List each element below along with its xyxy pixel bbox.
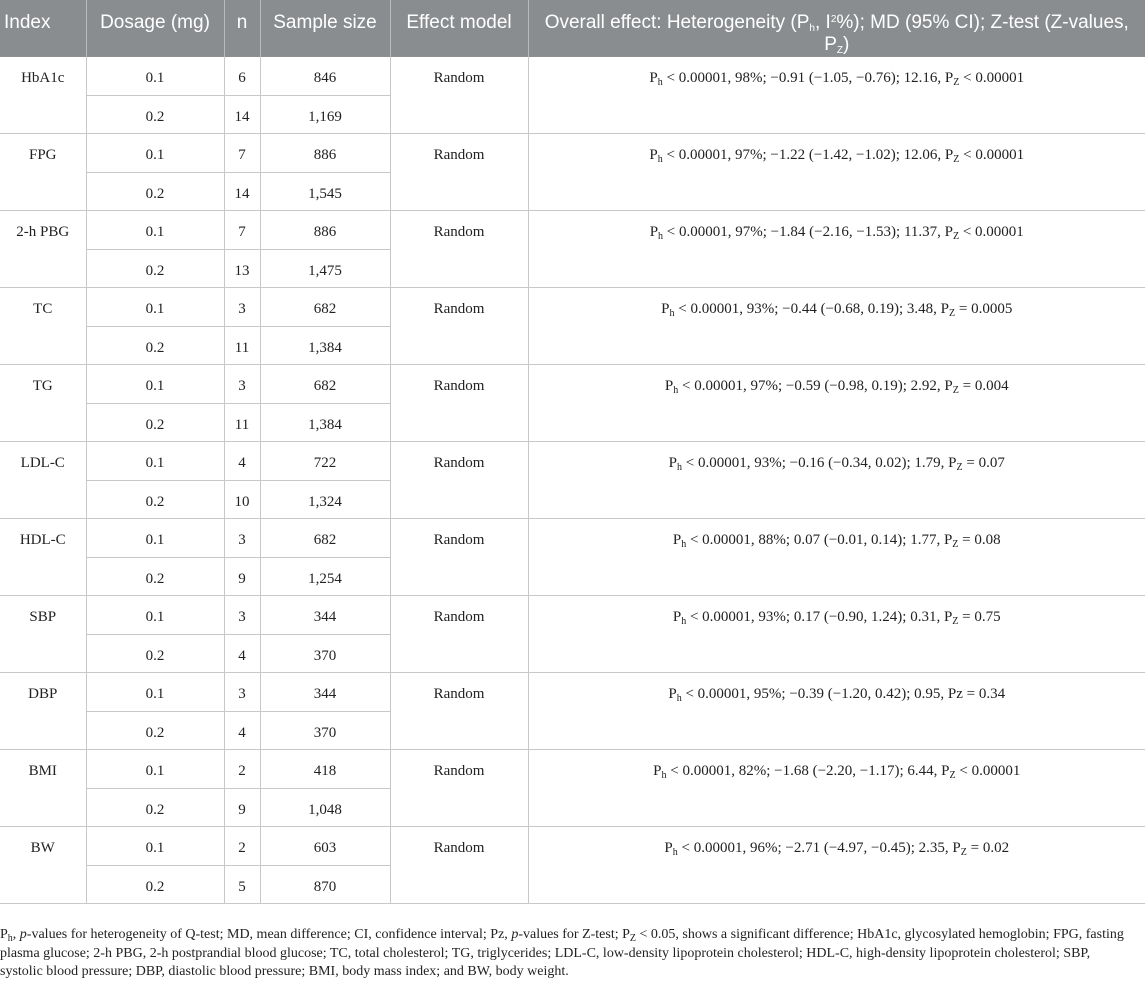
dosage-cell: 0.1 — [86, 827, 224, 866]
sample-size-cell: 886 — [260, 134, 390, 173]
overall-effect-cell: $P_h < 0.00001$, 95%; −0.39 (−1.20, 0.42); 0.95, Pz = 0.34 — [528, 673, 1145, 750]
effect-model-cell: Random — [390, 673, 528, 750]
overall-effect-cell: $P_h < 0.00001$, 93%; 0.17 (−0.90, 1.24); 0.31, $P_Z = 0.75$ — [528, 596, 1145, 673]
n-cell: 13 — [224, 249, 260, 288]
n-cell: 7 — [224, 134, 260, 173]
dosage-cell: 0.1 — [86, 134, 224, 173]
overall-effect-cell: $P_h < 0.00001$, 97%; −1.84 (−2.16, −1.53); 11.37, $P_Z < 0.00001$ — [528, 211, 1145, 288]
effect-model-cell: Random — [390, 519, 528, 596]
dosage-cell: 0.2 — [86, 557, 224, 596]
sample-size-cell: 870 — [260, 865, 390, 904]
table-row — [0, 673, 1145, 712]
table-row — [0, 442, 1145, 481]
table-row — [0, 596, 1145, 635]
effect-model-cell: Random — [390, 596, 528, 673]
dosage-cell: 0.2 — [86, 865, 224, 904]
dosage-cell: 0.2 — [86, 95, 224, 134]
n-cell: 4 — [224, 634, 260, 673]
sample-size-cell: 682 — [260, 365, 390, 404]
sample-size-cell: 1,475 — [260, 249, 390, 288]
effect-model-cell: Random — [390, 57, 528, 134]
effect-model-cell: Random — [390, 134, 528, 211]
table-row — [0, 211, 1145, 250]
index-cell: 2-h PBG — [0, 211, 86, 288]
n-cell: 5 — [224, 865, 260, 904]
sample-size-cell: 1,384 — [260, 403, 390, 442]
dosage-cell: 0.2 — [86, 788, 224, 827]
index-cell: SBP — [0, 596, 86, 673]
n-cell: 10 — [224, 480, 260, 519]
sample-size-cell: 682 — [260, 519, 390, 558]
dosage-cell: 0.1 — [86, 442, 224, 481]
n-cell: 4 — [224, 442, 260, 481]
n-cell: 7 — [224, 211, 260, 250]
dosage-cell: 0.1 — [86, 365, 224, 404]
header-row — [0, 0, 1145, 57]
table-row — [0, 288, 1145, 327]
index-cell: LDL-C — [0, 442, 86, 519]
n-cell: 3 — [224, 365, 260, 404]
sample-size-cell: 344 — [260, 673, 390, 712]
index-cell: FPG — [0, 134, 86, 211]
n-cell: 9 — [224, 557, 260, 596]
n-cell: 3 — [224, 519, 260, 558]
index-cell: TG — [0, 365, 86, 442]
sample-size-cell: 344 — [260, 596, 390, 635]
overall-effect-cell: $P_h < 0.00001$, 98%; −0.91 (−1.05, −0.76); 12.16, $P_Z < 0.00001$ — [528, 57, 1145, 134]
sample-size-cell: 722 — [260, 442, 390, 481]
dosage-cell: 0.2 — [86, 711, 224, 750]
table-row — [0, 365, 1145, 404]
index-cell: HbA1c — [0, 57, 86, 134]
index-cell: DBP — [0, 673, 86, 750]
dosage-cell: 0.1 — [86, 211, 224, 250]
table-footnote: $P_h$, p-values for heterogeneity of Q-test; MD, mean difference; CI, confidence interval; Pz, p-values for Z-test; $P_Z < 0.05$, shows a significant difference; HbA1c, glycosylated hemoglobin; FPG, fasting plasma glucose; 2-h PBG, 2-h postprandial blood glucose; TC, total cholesterol; TG, triglycerides; LDL-C, low-density lipoprotein cholesterol; HDL-C, high-density lipoprotein cholesterol; SBP, systolic blood pressure; DBP, diastolic blood pressure; BMI, body mass index; and BW, body weight. — [0, 927, 1124, 979]
sample-size-cell: 1,545 — [260, 172, 390, 211]
sample-size-cell: 370 — [260, 634, 390, 673]
overall-effect-cell: $P_h < 0.00001$, 93%; −0.16 (−0.34, 0.02); 1.79, $P_Z = 0.07$ — [528, 442, 1145, 519]
n-cell: 2 — [224, 827, 260, 866]
n-cell: 3 — [224, 673, 260, 712]
n-cell: 14 — [224, 172, 260, 211]
dosage-cell: 0.1 — [86, 596, 224, 635]
effect-model-cell: Random — [390, 365, 528, 442]
index-cell: TC — [0, 288, 86, 365]
n-cell: 4 — [224, 711, 260, 750]
header-n: n — [224, 0, 260, 57]
sample-size-cell: 886 — [260, 211, 390, 250]
sample-size-cell: 603 — [260, 827, 390, 866]
dosage-cell: 0.2 — [86, 480, 224, 519]
effect-model-cell: Random — [390, 827, 528, 904]
header-dosage: Dosage (mg) — [86, 0, 224, 57]
effect-model-cell: Random — [390, 211, 528, 288]
n-cell: 9 — [224, 788, 260, 827]
header-effect-model: Effect model — [390, 0, 528, 57]
overall-effect-cell: $P_h < 0.00001$, 82%; −1.68 (−2.20, −1.17); 6.44, $P_Z < 0.00001$ — [528, 750, 1145, 827]
sample-size-cell: 1,324 — [260, 480, 390, 519]
effect-model-cell: Random — [390, 750, 528, 827]
n-cell: 2 — [224, 750, 260, 789]
n-cell: 11 — [224, 326, 260, 365]
overall-effect-cell: $P_h < 0.00001$, 97%; −1.22 (−1.42, −1.02); 12.06, $P_Z < 0.00001$ — [528, 134, 1145, 211]
table-body — [0, 57, 1145, 904]
overall-effect-cell: $P_h < 0.00001$, 88%; 0.07 (−0.01, 0.14); 1.77, $P_Z = 0.08$ — [528, 519, 1145, 596]
dosage-cell: 0.2 — [86, 326, 224, 365]
sample-size-cell: 370 — [260, 711, 390, 750]
n-cell: 3 — [224, 288, 260, 327]
index-cell: BW — [0, 827, 86, 904]
header-overall-effect: Overall effect: Heterogeneity ($P_h$, $I^2\%$); MD (95% CI); Z-test (Z-values, $P_Z$) — [528, 0, 1145, 57]
effect-model-cell: Random — [390, 288, 528, 365]
table-row — [0, 57, 1145, 96]
overall-effect-cell: $P_h < 0.00001$, 96%; −2.71 (−4.97, −0.45); 2.35, $P_Z = 0.02$ — [528, 827, 1145, 904]
n-cell: 14 — [224, 95, 260, 134]
index-cell: BMI — [0, 750, 86, 827]
dosage-cell: 0.2 — [86, 249, 224, 288]
sample-size-cell: 1,048 — [260, 788, 390, 827]
n-cell: 3 — [224, 596, 260, 635]
dosage-cell: 0.1 — [86, 750, 224, 789]
dosage-cell: 0.1 — [86, 673, 224, 712]
overall-effect-cell: $P_h < 0.00001$, 97%; −0.59 (−0.98, 0.19); 2.92, $P_Z = 0.004$ — [528, 365, 1145, 442]
dosage-cell: 0.1 — [86, 519, 224, 558]
n-cell: 6 — [224, 57, 260, 96]
header-index: Index — [0, 0, 86, 57]
index-cell: HDL-C — [0, 519, 86, 596]
table-row — [0, 750, 1145, 789]
dosage-cell: 0.2 — [86, 403, 224, 442]
dosage-cell: 0.1 — [86, 288, 224, 327]
dosage-cell: 0.1 — [86, 57, 224, 96]
sample-size-cell: 418 — [260, 750, 390, 789]
dosage-cell: 0.2 — [86, 172, 224, 211]
dosage-cell: 0.2 — [86, 634, 224, 673]
sample-size-cell: 846 — [260, 57, 390, 96]
header-sample-size: Sample size — [260, 0, 390, 57]
sample-size-cell: 682 — [260, 288, 390, 327]
overall-effect-cell: $P_h < 0.00001$, 93%; −0.44 (−0.68, 0.19); 3.48, $P_Z = 0.0005$ — [528, 288, 1145, 365]
table-row — [0, 134, 1145, 173]
sample-size-cell: 1,254 — [260, 557, 390, 596]
effect-model-cell: Random — [390, 442, 528, 519]
table-row — [0, 827, 1145, 866]
n-cell: 11 — [224, 403, 260, 442]
table-row — [0, 519, 1145, 558]
sample-size-cell: 1,384 — [260, 326, 390, 365]
sample-size-cell: 1,169 — [260, 95, 390, 134]
